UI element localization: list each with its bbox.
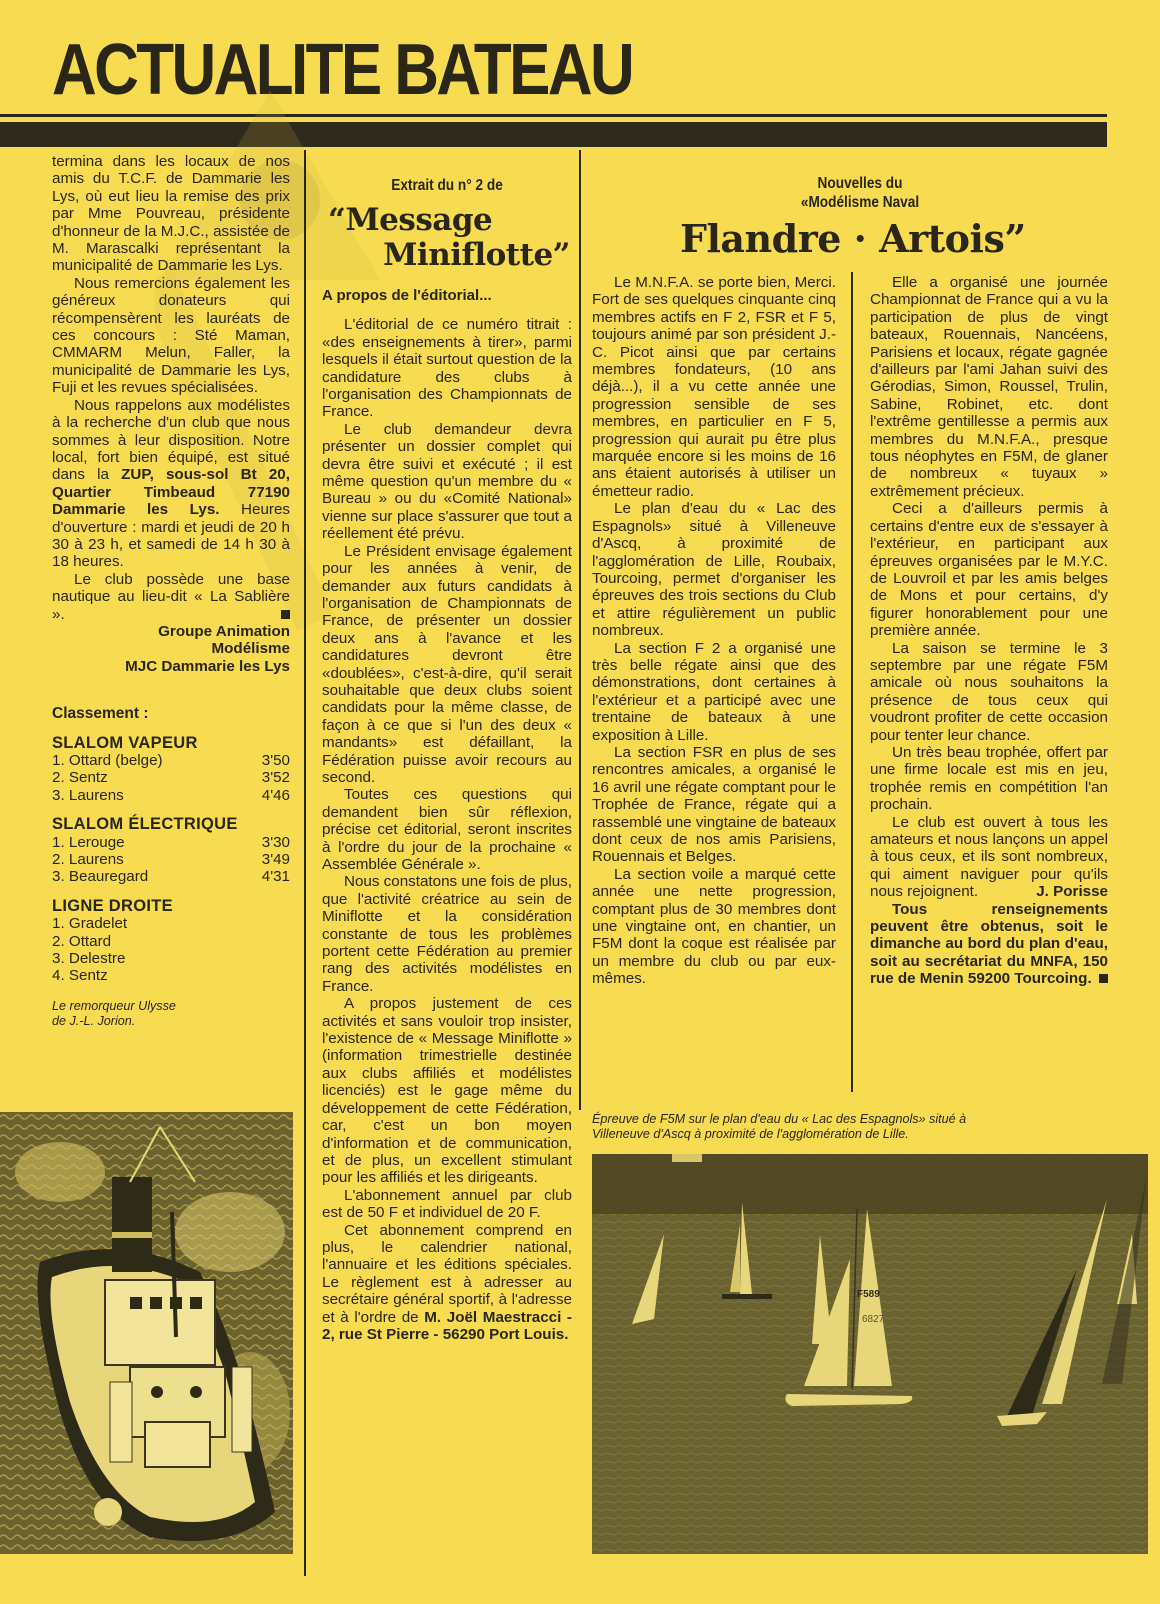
column-divider [579, 150, 581, 1110]
result-row [52, 915, 290, 932]
result-row [52, 933, 290, 950]
result-rank: 1. Ottard (belge) [52, 752, 163, 769]
result-row [52, 834, 290, 851]
sail-number-label: 6827 [862, 1314, 885, 1325]
result-row [52, 967, 290, 984]
paragraph-text: Cet abonnement comprend en plus, le calendrier national, l'annuaire et les éditions spéciales. Le règlement est à adresser au secrétaire général sportif, à l'adresse et à l'ordre de [322, 1221, 572, 1326]
tug-boat-photo [0, 1112, 293, 1554]
paragraph: Le club demandeur devra présenter un dossier complet qui devra être suivi et exécuté ; il est même question qu'un membre du « Bureau » ou du «Comité National» vienne sur place s'assurer que tout a réellement été prévu. [322, 420, 572, 543]
sail-photo-caption: Épreuve de F5M sur le plan d'eau du « Lac des Espagnols» situé à Villeneuve d'Ascq à proximité de l'agglomération de Lille. [592, 1112, 967, 1142]
kicker-line: «Modélisme Naval [800, 194, 920, 211]
article-subtitle: A propos de l'éditorial... [322, 287, 492, 304]
header-rule-thin [0, 114, 1107, 117]
club-address: ZUP, sous-sol Bt 20, Quartier Timbeaud 77190 Dammarie les Lys. [52, 466, 290, 519]
paragraph: Le plan d'eau du « Lac des Espagnols» situé à Villeneuve d'Ascq, à proximité de l'agglomération de Lille, Roubaix, Tourcoing, permet d'organiser les épreuves des trois sections du Club et attire régulièrement un public nombreux. [592, 500, 836, 640]
paragraph: L'abonnement annuel par club est de 50 F et individuel de 20 F. [322, 1186, 572, 1222]
tug-photo-caption [52, 999, 290, 1030]
column-divider [851, 272, 853, 1092]
article-title: Flandre · Artois” [680, 216, 1026, 261]
paragraph: termina dans les locaux de nos amis du T.C.F. de Dammarie les Lys, où eut lieu la remise des prix par Mme Pouvreau, présidente d'honneur de la M.J.C., assistée de M. Marascalki représentant la municipalité de Dammarie les Lys. [52, 153, 290, 275]
page-title: ACTUALITE BATEAU [52, 30, 633, 110]
result-time: 4'31 [261, 868, 290, 886]
result-rank: 2. Ottard [52, 932, 112, 950]
result-row [52, 868, 290, 885]
signature-line: MJC Dammarie les Lys [125, 657, 290, 675]
result-rank: 1. Lerouge [52, 833, 125, 851]
paragraph: La section F 2 a organisé une très belle régate ainsi que des démonstrations, dont certaines à l'extérieur et a participé avec une trentaine de bateaux à une exposition à Lille. [592, 639, 836, 744]
result-time: 4'46 [261, 786, 290, 804]
end-mark-icon [281, 610, 290, 619]
regatta-illustration [592, 1154, 1148, 1554]
paragraph: Nous remercions également les généreux donateurs qui récompensèrent les lauréats de ces concours : Sté Maman, CMMARM Melun, Faller, la municipalité de Dammarie les Lys, Fuji et les revues spécialisées. [52, 274, 290, 397]
flandre-artois-kicker [760, 174, 960, 212]
column-divider [304, 150, 306, 1576]
sail-number-label: F589 [857, 1289, 880, 1300]
category-title: SLALOM ÉLECTRIQUE [52, 815, 238, 834]
result-time: 3'30 [261, 833, 290, 851]
result-rank: 3. Laurens [52, 786, 124, 804]
paragraph: Ceci a d'ailleurs permis à certains d'entre eux de s'essayer à l'extérieur, en participant aux épreuves organisées par le M.Y.C. de Louvroil et par les amis belges de Mons et pour certains, d'y figurer honorablement pour une première année. [870, 500, 1108, 640]
paragraph: Le Président envisage également pour les années à venir, de demander aux futurs candidats à l'organisation de Championnats de France, de présenter un dossier deux ans à l'avance et les candidatures devront être «doublées», c'est-à-dire, qu'il serait souhaitable que deux clubs soient candidats pour la même classe, de façon à ce que si l'un des deux « mandants» est défaillant, la Fédération puisse avoir recours au second. [322, 542, 572, 786]
paragraph-text: Le club possède une base nautique au lieu-dit « La Sablière ». [52, 570, 290, 623]
column-message-miniflotte [322, 176, 572, 1343]
tug-boat-illustration [0, 1112, 293, 1554]
result-time: 3'52 [261, 769, 290, 787]
column-mnfa-part2 [870, 274, 1108, 988]
caption-line: de J.-L. Jorion. [52, 1014, 136, 1029]
category-title: LIGNE DROITE [52, 896, 173, 915]
result-rank: 1. Gradelet [52, 915, 128, 933]
result-row [52, 787, 290, 804]
paragraph: Nous constatons une fois de plus, que l'activité créatrice au sein de Miniflotte et la considération constante de tous les problèmes portent cette Fédération au premier rang des activités modélistes en France. [322, 873, 572, 995]
result-row [52, 851, 290, 868]
kicker-line: Nouvelles du [817, 175, 903, 192]
article-title-line: “Message [328, 202, 493, 238]
result-rank: 2. Laurens [52, 851, 124, 869]
paragraph: La section voile a marqué cette année une nette progression, comptant plus de 30 membres dont une vingtaine ont, en chantier, un F5M dont la coque est réalisée par un membre du club ou par eux-mêmes. [592, 865, 836, 988]
paragraph-text: Nous rappelons aux modélistes à la recherche d'un club que nous sommes à leur disposition. Notre local, fort bien équipé, est situé dans la [52, 396, 290, 484]
result-rank: 4. Sentz [52, 967, 108, 985]
column-mnfa-part1 [592, 274, 836, 988]
author-signature: J. Porisse [1036, 883, 1108, 901]
paragraph [52, 571, 290, 623]
paragraph: A propos justement de ces activités et sans vouloir trop insister, l'existence de « Message Miniflotte » (information trimestrielle destinée aux clubs affiliés et modélistes licenciés) est le gage même du développement de cette Fédération, car, c'est un bon moyen d'information et de communication, et de plus, un excellent stimulant pour les affiliés et les dirigeants. [322, 995, 572, 1187]
sailing-regatta-photo [592, 1154, 1148, 1554]
result-row [52, 752, 290, 769]
category-title: SLALOM VAPEUR [52, 733, 198, 752]
header-rule-thick [0, 122, 1107, 147]
result-rank: 3. Delestre [52, 950, 126, 968]
paragraph: La saison se termine le 3 septembre par une régate F5M amicale où nous souhaitons la présence de tous ceux qui voudront profiter de cette occasion pour tenter leur chance. [870, 639, 1108, 744]
contact-info [870, 901, 1108, 988]
end-mark-icon [1099, 974, 1108, 983]
result-row [52, 950, 290, 967]
signature-line: Modélisme [211, 640, 290, 658]
signature-line: Groupe Animation [158, 622, 290, 640]
paragraph: L'éditorial de ce numéro titrait : «des enseignements à tirer», parmi lesquels il était surtout question de la candidature des clubs à l'organisation des Championnats de France. [322, 316, 572, 421]
result-time: 3'49 [261, 851, 290, 869]
result-row [52, 769, 290, 786]
paragraph: Elle a organisé une journée Championnat de France qui a vu la participation de plus de vingt bateaux, Rouennais, Nancéens, Parisiens et locaux, régate gagnée d'ailleurs par l'ami Jahan suivi des Gérodias, Simon, Roussel, Trulin, Sabine, Robinet, etc. dont l'extrême gentillesse a permis aux membres du M.N.F.A., presque tous néophytes en F5M, de glaner de nombreux « tuyaux » extrêmement précieux. [870, 274, 1108, 500]
column-club-report [52, 153, 290, 1030]
article-kicker: Extrait du n° 2 de [391, 177, 503, 194]
paragraph [870, 814, 1108, 901]
caption-line: Le remorqueur Ulysse [52, 998, 176, 1013]
article-title-line: Miniflotte” [383, 237, 570, 273]
paragraph: Le M.N.F.A. se porte bien, Merci. Fort de ses quelques cinquante cinq membres actifs en F 2, FSR et F 5, toujours animé par son président J.-C. Picot ainsi que par certains membres fondateurs, (10 ans déjà...), il a vu cette année une progression sensible de ses membres, en particulier en F 5, progression qui aurait pu être plus marquée encore si les moins de 16 ans étaient autorisés à utiliser un émetteur radio. [592, 274, 837, 500]
paragraph [322, 1222, 572, 1344]
paragraph [52, 397, 290, 571]
classement-heading: Classement : [52, 705, 149, 723]
secretary-address: M. Joël Maestracci - 2, rue St Pierre - 56290 Port Louis. [322, 1308, 572, 1343]
paragraph-text: Le club est ouvert à tous les amateurs et nous lançons un appel à tous ceux, et ils sont nombreux, qui aiment naviguer pour qu'ils nous rejoignent. [870, 813, 1108, 901]
paragraph: La section FSR en plus de ses rencontres amicales, a organisé le 16 avril une régate comptant pour le Trophée de France, régate qui a rassemblé une vingtaine de bateaux dont ceux de nos amis Parisiens, Rouennais et Belges. [592, 743, 837, 866]
result-rank: 2. Sentz [52, 769, 108, 787]
result-time: 3'50 [261, 752, 290, 769]
paragraph: Toutes ces questions qui demandent bien sûr réflexion, précise cet éditorial, seront inscrites à l'ordre du jour de la prochaine « Assemblée Générale ». [322, 786, 572, 873]
result-rank: 3. Beauregard [52, 868, 149, 886]
paragraph: Un très beau trophée, offert par une firme locale est mis en jeu, trophée remis en compétition l'an prochain. [870, 743, 1108, 814]
contact-text: Tous renseignements peuvent être obtenus, soit le dimanche au bord du plan d'eau, soit au secrétariat du MNFA, 150 rue de Menin 59200 Tourcoing. [870, 900, 1108, 988]
opening-hours: Heures d'ouverture : mardi et jeudi de 20 h 30 à 23 h, et samedi de 14 h 30 à 18 heures. [52, 501, 290, 571]
